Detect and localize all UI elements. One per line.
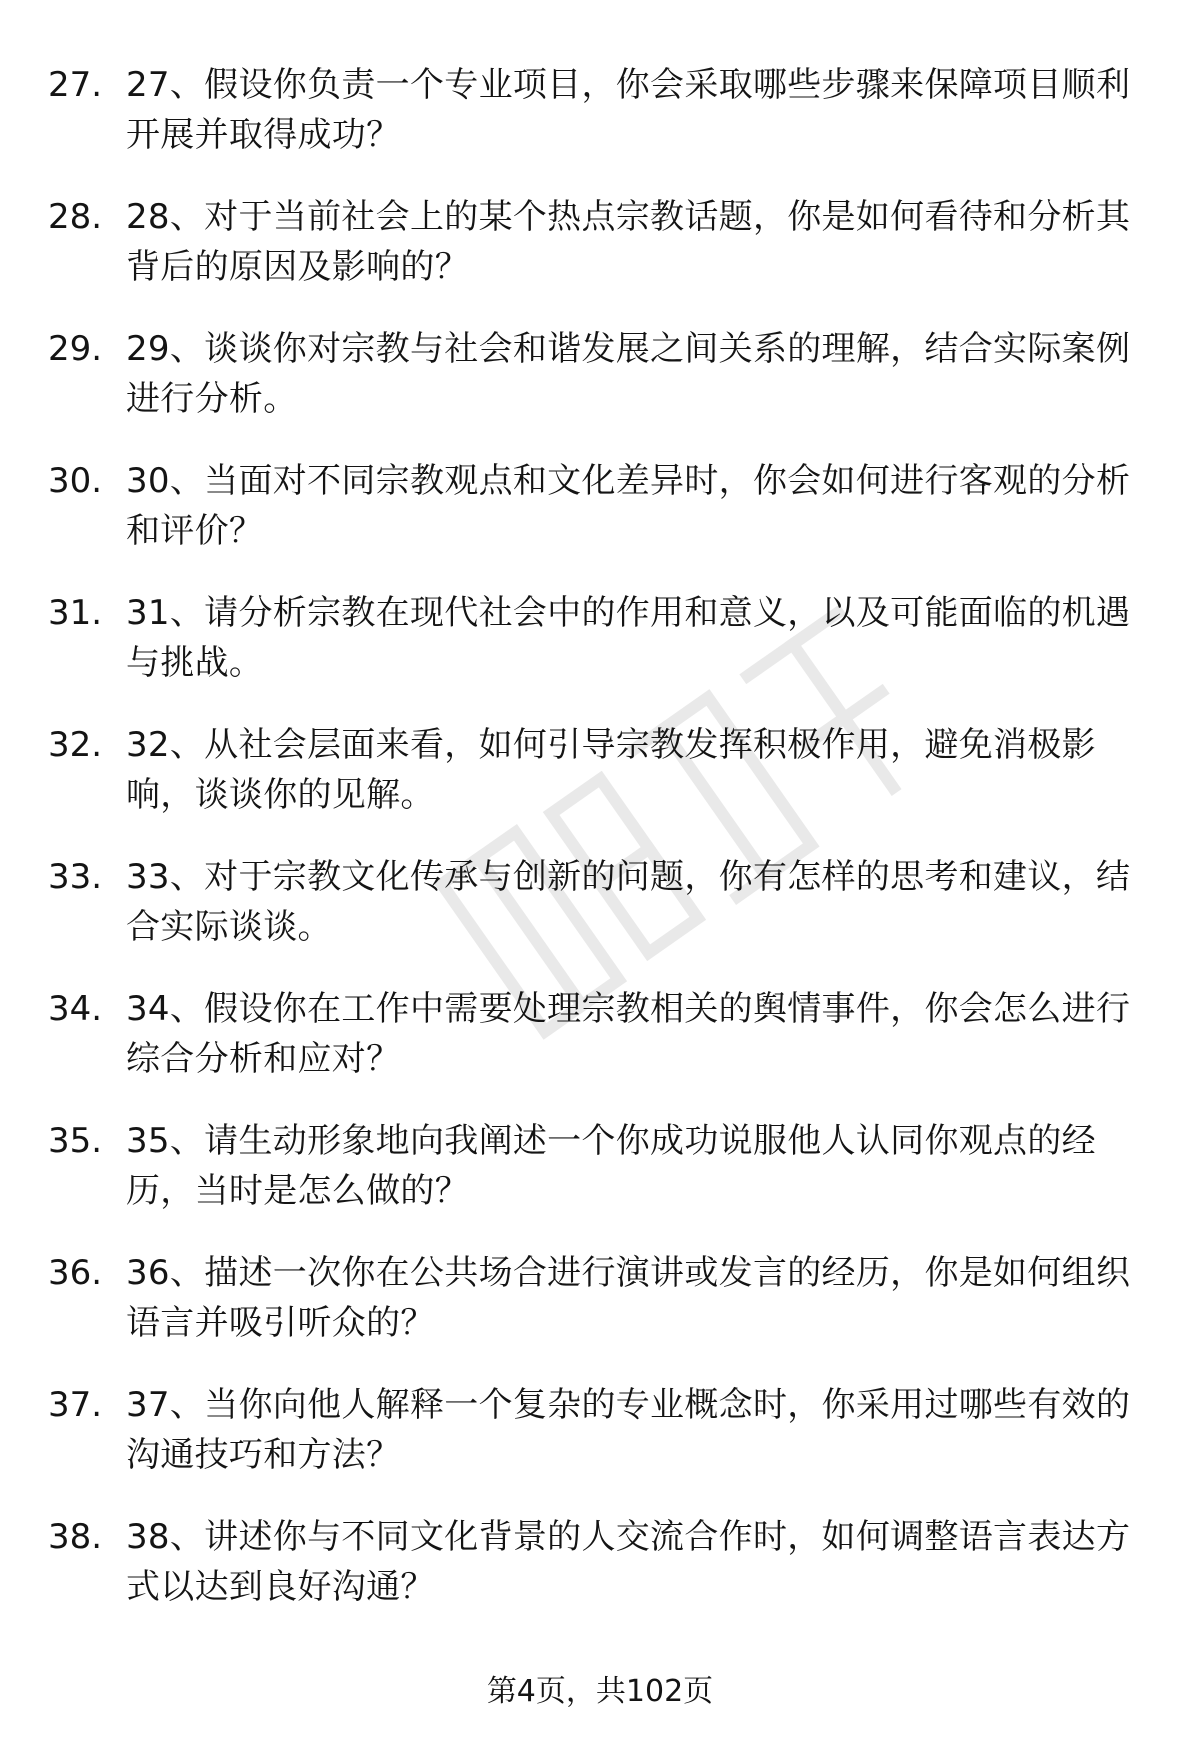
question-text: 33、对于宗教文化传承与创新的问题，你有怎样的思考和建议，结合实际谈谈。: [126, 857, 1131, 947]
question-text: 34、假设你在工作中需要处理宗教相关的舆情事件，你会怎么进行综合分析和应对？: [126, 989, 1131, 1079]
question-item: [48, 324, 1158, 456]
question-item: [48, 456, 1158, 588]
question-item: [48, 1512, 1158, 1644]
question-number: 32.: [48, 725, 103, 765]
page-footer: 第4页，共102页: [486, 1674, 714, 1709]
question-number: 33.: [48, 857, 103, 897]
question-number: 36.: [48, 1253, 103, 1293]
question-text: 36、描述一次你在公共场合进行演讲或发言的经历，你是如何组织语言并吸引听众的？: [126, 1253, 1131, 1343]
question-number: 30.: [48, 461, 103, 501]
question-item: [48, 984, 1158, 1116]
question-item: [48, 192, 1158, 324]
question-text: 27、假设你负责一个专业项目，你会采取哪些步骤来保障项目顺利开展并取得成功？: [126, 65, 1131, 155]
question-text: 28、对于当前社会上的某个热点宗教话题，你是如何看待和分析其背后的原因及影响的？: [126, 197, 1131, 287]
question-text: 29、谈谈你对宗教与社会和谐发展之间关系的理解，结合实际案例进行分析。: [126, 329, 1131, 419]
question-number: 29.: [48, 329, 103, 369]
question-item: [48, 1380, 1158, 1512]
question-text: 38、讲述你与不同文化背景的人交流合作时，如何调整语言表达方式以达到良好沟通？: [126, 1517, 1131, 1607]
question-number: 27.: [48, 65, 103, 105]
question-text: 30、当面对不同宗教观点和文化差异时，你会如何进行客观的分析和评价？: [126, 461, 1131, 551]
question-item: [48, 852, 1158, 984]
question-text: 32、从社会层面来看，如何引导宗教发挥积极作用，避免消极影响，谈谈你的见解。: [126, 725, 1096, 815]
question-item: [48, 1116, 1158, 1248]
question-item: [48, 588, 1158, 720]
question-number: 35.: [48, 1121, 103, 1161]
question-text: 37、当你向他人解释一个复杂的专业概念时，你采用过哪些有效的沟通技巧和方法？: [126, 1385, 1131, 1475]
question-number: 28.: [48, 197, 103, 237]
question-number: 38.: [48, 1517, 103, 1557]
question-item: [48, 720, 1158, 852]
question-list: [48, 60, 1158, 1644]
question-text: 31、请分析宗教在现代社会中的作用和意义，以及可能面临的机遇与挑战。: [126, 593, 1131, 683]
question-number: 31.: [48, 593, 103, 633]
question-number: 37.: [48, 1385, 103, 1425]
question-item: [48, 1248, 1158, 1380]
question-number: 34.: [48, 989, 103, 1029]
question-item: [48, 60, 1158, 192]
question-text: 35、请生动形象地向我阐述一个你成功说服他人认同你观点的经历，当时是怎么做的？: [126, 1121, 1096, 1211]
